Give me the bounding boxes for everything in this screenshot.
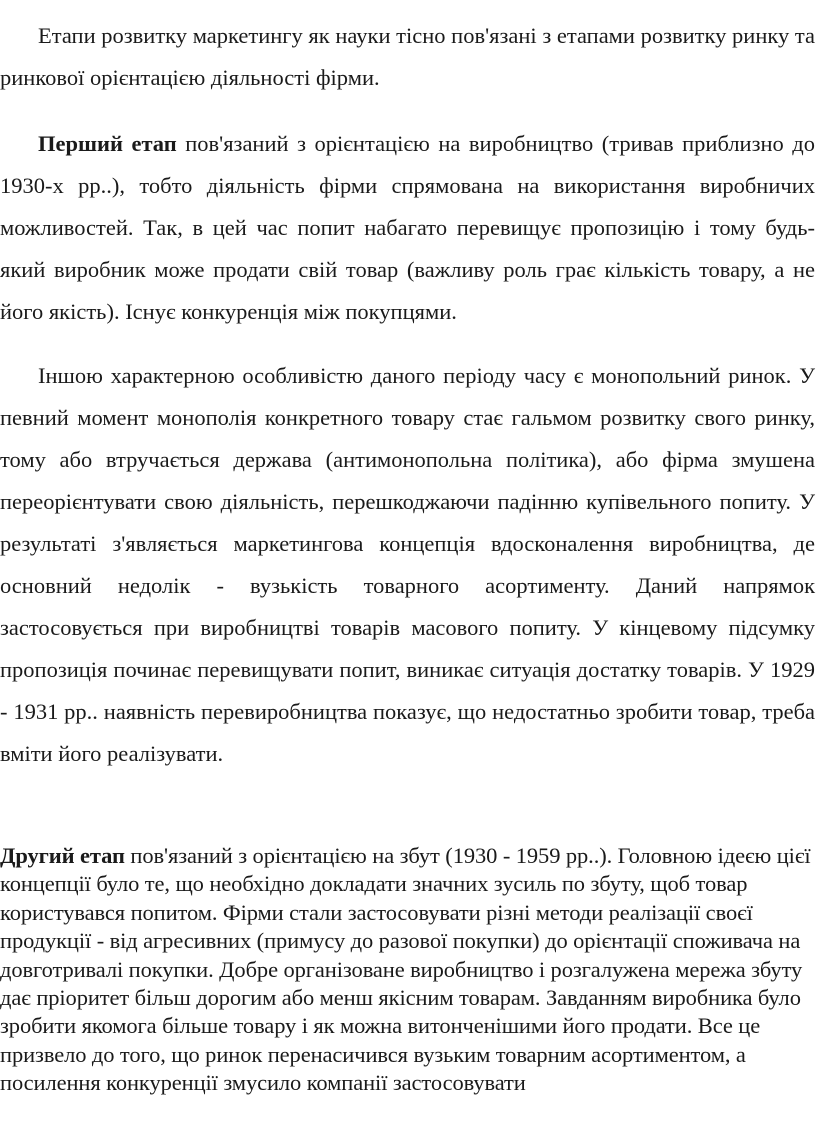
paragraph-second-stage (0, 842, 815, 1098)
second-stage-text: пов'язаний з орієнтацією на збут (1930 - 1959 рр..). Головною ідеєю цієї концепції було те, що необхідно докладати значних зусиль по збуту, щоб товар користувався попитом. Фірми стали застосовувати різні методи реалізації своєї продукції - від агресивних (примусу до разової покупки) до орієнтації споживача на довготривалі покупки. Добре організоване виробництво і розгалужена мережа збуту дає пріоритет більш дорогим або менш якісним товарам. Завданням виробника було зробити якомога більше товару і як можна витонченішими його продати. Все це призвело до того, що ринок перенасичився вузьким товарним асортиментом, а посилення конкуренції змусило компанії застосовувати (0, 843, 811, 1096)
first-stage-heading: Перший етап (38, 131, 177, 156)
paragraph-monopoly-text: Іншою характерною особливістю даного періоду часу є монопольний ринок. У певний момент монополія конкретного товару стає гальмом розвитку свого ринку, тому або втручається держава (антимонопольна політика), або фірма змушена переорієнтувати свою діяльність, перешкоджаючи падінню купівельного попиту. У результаті з'являється маркетингова концепція вдосконалення виробництва, де основний недолік - вузькість товарного асортименту. Даний напрямок застосовується при виробництві товарів масового попиту. У кінцевому підсумку пропозиція починає перевищувати попит, виникає ситуація достатку товарів. У 1929 - 1931 рр.. наявність перевиробництва показує, що недостатньо зробити товар, треба вміти його реалізувати. (0, 363, 815, 766)
second-stage-heading: Другий етап (0, 843, 125, 868)
paragraph-intro-text: Етапи розвитку маркетингу як науки тісно пов'язані з етапами розвитку ринку та ринкової орієнтацією діяльності фірми. (0, 23, 815, 90)
paragraph-intro (0, 15, 815, 99)
paragraph-first-stage (0, 123, 815, 333)
paragraph-monopoly (0, 355, 815, 775)
first-stage-text: пов'язаний з орієнтацією на виробництво (тривав приблизно до 1930-х рр..), тобто діяльність фірми спрямована на використання виробничих можливостей. Так, в цей час попит набагато перевищує пропозицію і тому будь-який виробник може продати свій товар (важливу роль грає кількість товару, а не його якість). Існує конкуренція між покупцями. (0, 131, 816, 324)
